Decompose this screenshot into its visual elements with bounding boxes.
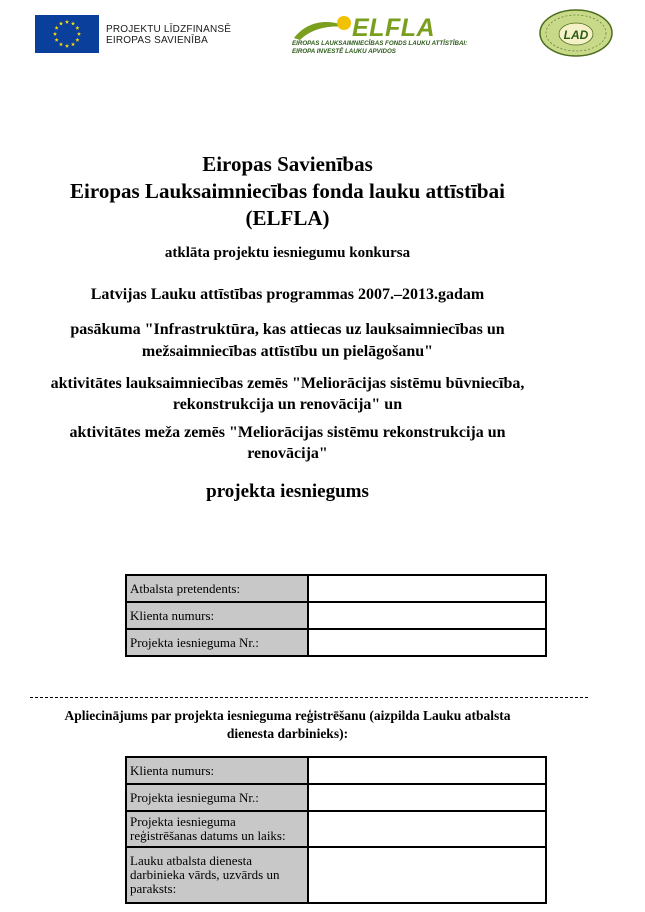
- eu-star-icon: [55, 26, 59, 30]
- table-row: [126, 629, 546, 656]
- reg-project-number-field[interactable]: [308, 784, 546, 811]
- cut-line-divider: [30, 697, 588, 698]
- eu-text-line2: EIROPAS SAVIENĪBA: [106, 35, 208, 46]
- eu-flag-icon: [35, 15, 99, 53]
- activity2-line2: renovācija": [247, 445, 328, 462]
- reg-client-number-field[interactable]: [308, 757, 546, 784]
- table-row: [126, 847, 546, 903]
- eu-star-icon: [59, 42, 63, 46]
- registration-heading: [10, 707, 565, 743]
- elfla-subtitle-line2: EIROPA INVESTĒ LAUKU APVIDOS: [292, 47, 396, 55]
- label-line: darbinieka vārds, uzvārds un: [130, 867, 280, 882]
- eu-star-icon: [59, 21, 63, 25]
- client-number-field[interactable]: [308, 602, 546, 629]
- table-row: [126, 757, 546, 784]
- elfla-logo: [290, 14, 500, 58]
- title-line3: (ELFLA): [245, 206, 330, 230]
- reg-officer-label: [126, 847, 308, 903]
- reg-officer-field[interactable]: [308, 847, 546, 903]
- activity2-line1: aktivitātes meža zemēs "Meliorācijas sistēmu rekonstrukcija un: [69, 424, 506, 441]
- eu-star-icon: [71, 21, 75, 25]
- applicant-table: [125, 574, 547, 657]
- eu-star-icon: [55, 38, 59, 42]
- eu-star-icon: [77, 32, 81, 36]
- label-line: reģistrēšanas datums un laiks:: [130, 828, 286, 843]
- measure-line2: mežsaimniecības attīstību un pielāgošanu": [141, 343, 434, 360]
- registration-table: [125, 756, 547, 904]
- eu-star-icon: [71, 42, 75, 46]
- applicant-field[interactable]: [308, 575, 546, 602]
- activity1-line1: aktivitātes lauksaimniecības zemēs "Meliorācijas sistēmu būvniecība,: [50, 375, 525, 392]
- project-number-label: Projekta iesnieguma Nr.:: [126, 629, 308, 656]
- eu-star-icon: [65, 20, 69, 24]
- eu-stars-icon: [35, 15, 99, 53]
- label-line: paraksts:: [130, 881, 177, 896]
- reg-datetime-field[interactable]: [308, 811, 546, 847]
- title-line2: Eiropas Lauksaimniecības fonda lauku attīstībai: [70, 179, 505, 203]
- elfla-subtitle: [292, 40, 467, 55]
- client-number-label: Klienta numurs:: [126, 602, 308, 629]
- registration-heading-line2: dienesta darbinieks):: [226, 726, 349, 741]
- elfla-logo-icon: [290, 14, 356, 42]
- table-row: [126, 784, 546, 811]
- applicant-label: Atbalsta pretendents:: [126, 575, 308, 602]
- measure-line1: pasākuma "Infrastruktūra, kas attiecas uz lauksaimniecības un: [70, 321, 505, 338]
- label-line: Klienta numurs:: [130, 762, 215, 778]
- label-line: Projekta iesnieguma: [130, 814, 236, 829]
- label-line: Projekta iesnieguma Nr.:: [130, 789, 259, 805]
- eu-cofinance-text: [106, 24, 231, 46]
- elfla-name: ELFLA: [352, 14, 436, 42]
- title-programme: Latvijas Lauku attīstības programmas 2007.–2013.gadam: [90, 286, 485, 303]
- eu-text-line1: PROJEKTU LĪDZFINANSĒ: [106, 24, 232, 35]
- registration-heading-line1: Apliecinājums par projekta iesnieguma reģistrēšanu (aizpilda Lauku atbalsta: [64, 708, 511, 723]
- title-line1: Eiropas Savienības: [202, 152, 373, 176]
- eu-star-icon: [75, 38, 79, 42]
- lad-logo-text: LAD: [563, 28, 589, 42]
- title-competition: atklāta projektu iesniegumu konkursa: [164, 245, 411, 261]
- table-row: [126, 602, 546, 629]
- elfla-subtitle-line1: EIROPAS LAUKSAIMNIECĪBAS FONDS LAUKU ATTĪSTĪBAI:: [292, 40, 468, 47]
- reg-client-number-label: [126, 757, 308, 784]
- lad-logo: [538, 8, 614, 58]
- eu-star-icon: [75, 26, 79, 30]
- project-number-field[interactable]: [308, 629, 546, 656]
- eu-star-icon: [65, 44, 69, 48]
- reg-project-number-label: [126, 784, 308, 811]
- document-name: projekta iesniegums: [206, 481, 369, 502]
- label-line: Lauku atbalsta dienesta: [130, 853, 253, 868]
- table-row: [126, 575, 546, 602]
- lad-logo-icon: [538, 8, 614, 58]
- table-row: [126, 811, 546, 847]
- activity1-line2: rekonstrukcija un renovācija" un: [172, 396, 403, 413]
- reg-datetime-label: [126, 811, 308, 847]
- eu-star-icon: [53, 32, 57, 36]
